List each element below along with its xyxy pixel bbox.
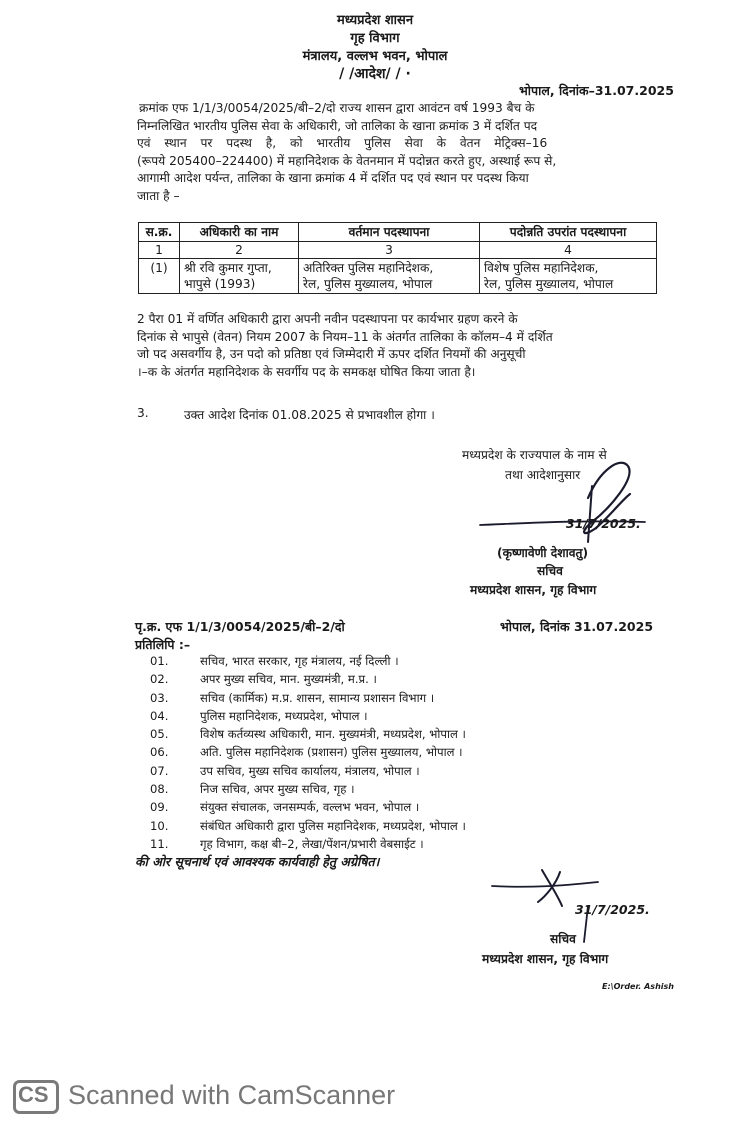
signature-2-date: 31/7/2025.: [575, 902, 650, 917]
intro-line: क्रमांक एफ 1/1/3/0054/2025/बी–2/दो राज्य शासन द्वारा आवंटन वर्ष 1993 बैच के: [139, 101, 535, 115]
intro-paragraph: [137, 100, 677, 206]
promoted-posting-line: रेल, पुलिस मुख्यालय, भोपाल: [484, 277, 614, 291]
recipient-text: अति. पुलिस महानिदेशक (प्रशासन) पुलिस मुख्यालय, भोपाल ।: [200, 745, 463, 760]
officer-service: भापुसे (1993): [184, 277, 256, 291]
list-item: [150, 727, 466, 745]
recipient-text: अपर मुख्य सचिव, मान. मुख्यमंत्री, म.प्र. ।: [200, 672, 377, 687]
para2-line: दिनांक से भापुसे (वेतन) नियम 2007 के नियम–11 के अंतर्गत तालिका के कॉलम–4 में दर्शित: [137, 329, 553, 344]
recipient-list: [150, 654, 466, 855]
current-posting: [299, 259, 480, 294]
column-number: 1: [139, 242, 180, 259]
table-header-row: [139, 223, 657, 242]
file-reference: E:\Order. Ashish: [602, 982, 674, 991]
promoted-posting: [480, 259, 657, 294]
recipient-number: 11.: [150, 836, 169, 851]
recipient-text: सचिव, भारत सरकार, गृह मंत्रालय, नई दिल्ली ।: [200, 654, 399, 668]
governor-name-line: मध्यप्रदेश के राज्यपाल के नाम से: [462, 448, 607, 462]
recipient-text: संयुक्त संचालक, जनसम्पर्क, वल्लभ भवन, भोपाल ।: [200, 800, 420, 815]
signatory-office: मध्यप्रदेश शासन, गृह विभाग: [470, 583, 597, 597]
table-header: अधिकारी का नाम: [180, 223, 299, 242]
recipient-text: संबंधित अधिकारी द्वारा पुलिस महानिदेशक, मध्यप्रदेश, भोपाल ।: [200, 818, 466, 833]
recipient-number: 07.: [150, 763, 169, 778]
camscanner-watermark: Scanned with CamScanner: [68, 1080, 396, 1110]
para2-line: जो पद असवर्गीय है, उन पदो को प्रतिष्ठा एवं जिम्मेदारी में ऊपर दर्शित नियमों की अनुसूची: [137, 347, 526, 362]
para2-line: ।–क के अंतर्गत महानिदेशक के सवर्गीय पद के समकक्ष घोषित किया जाता है।: [137, 364, 476, 379]
list-item: [150, 745, 466, 763]
column-number: 2: [180, 242, 299, 259]
recipient-number: 08.: [150, 782, 169, 797]
endorsement-ref: पृ.क्र. एफ 1/1/3/0054/2025/बी–2/दो: [135, 619, 345, 634]
recipient-text: उप सचिव, मुख्य सचिव कार्यालय, मंत्रालय, भोपाल ।: [200, 763, 420, 778]
officer-name-line: श्री रवि कुमार गुप्ता,: [184, 261, 272, 275]
para2-line: 2 पैरा 01 में वर्णित अधिकारी द्वारा अपनी नवीन पदस्थापना पर कार्यभार ग्रहण करने के: [137, 312, 518, 326]
serial-number: (1): [139, 259, 180, 294]
recipient-number: 09.: [150, 800, 169, 815]
camscanner-logo: [13, 1080, 59, 1114]
list-item: [150, 672, 466, 690]
recipient-number: 05.: [150, 727, 169, 742]
column-number: 4: [480, 242, 657, 259]
list-item: [150, 709, 466, 727]
recipient-number: 10.: [150, 818, 169, 833]
endorsement-date: भोपाल, दिनांक 31.07.2025: [500, 619, 654, 634]
recipient-text: पुलिस महानिदेशक, मध्यप्रदेश, भोपाल ।: [200, 708, 368, 723]
list-item: [150, 764, 466, 782]
signature-1-date: 31/7/2025.: [566, 516, 641, 531]
forwarding-note: की ओर सूचनार्थ एवं आवश्यक कार्यवाही हेतु अग्रेषित।: [135, 854, 380, 869]
recipient-text: विशेष कर्तव्यस्थ अधिकारी, मान. मुख्यमंत्री, मध्यप्रदेश, भोपाल ।: [200, 727, 466, 742]
recipient-number: 04.: [150, 708, 169, 723]
copy-to-label: प्रतिलिपि :–: [135, 637, 191, 652]
recipient-text: गृह विभाग, कक्ष बी–2, लेखा/पेंशन/प्रभारी वेबसाईट ।: [200, 836, 424, 851]
list-item: [150, 819, 466, 837]
government-name: मध्यप्रदेश शासन: [336, 13, 414, 28]
table-header: वर्तमान पदस्थापना: [299, 223, 480, 242]
order-date: भोपाल, दिनांक–31.07.2025: [519, 83, 674, 98]
list-item: [150, 654, 466, 672]
promotion-table: [138, 222, 657, 294]
paragraph-2: [137, 311, 677, 381]
recipient-number: 01.: [150, 654, 169, 668]
signatory-designation: सचिव: [537, 564, 563, 578]
recipient-text: निज सचिव, अपर मुख्य सचिव, गृह ।: [200, 782, 355, 797]
paragraph-3-text: उक्त आदेश दिनांक 01.08.2025 से प्रभावशील होगा ।: [184, 408, 435, 422]
signatory-name: (कृष्णावेणी देशावतु): [497, 546, 589, 560]
department-name: गृह विभाग: [350, 31, 400, 46]
list-item: [150, 800, 466, 818]
paragraph-3-number: 3.: [137, 406, 149, 420]
intro-line: एवं स्थान पर पदस्थ है, को भारतीय पुलिस सेवा के वेतन मेट्रिक्स–16: [137, 136, 548, 151]
intro-line: (रूपये 205400–224400) में महानिदेशक के वेतनमान में पदोन्नत करते हुए, अस्थाई रूप से,: [137, 153, 557, 168]
order-title: / /आदेश/ / ·: [339, 66, 411, 82]
table-row: [139, 259, 657, 294]
officer-name: [180, 259, 299, 294]
signatory-2-designation: सचिव: [550, 932, 576, 946]
current-posting-line: अतिरिक्त पुलिस महानिदेशक,: [303, 261, 434, 275]
list-item: [150, 782, 466, 800]
intro-line: आगामी आदेश पर्यन्त, तालिका के खाना क्रमांक 4 में दर्शित पद एवं स्थान पर पदस्थ किया: [137, 171, 529, 186]
current-posting-line: रेल, पुलिस मुख्यालय, भोपाल: [303, 277, 433, 291]
recipient-number: 02.: [150, 672, 169, 687]
intro-line: निम्नलिखित भारतीय पुलिस सेवा के अधिकारी, जो तालिका के खाना क्रमांक 3 में दर्शित पद: [137, 118, 538, 133]
recipient-number: 06.: [150, 745, 169, 760]
camscanner-logo-text: CS: [18, 1082, 49, 1107]
signatory-2-office: मध्यप्रदेश शासन, गृह विभाग: [482, 952, 609, 966]
by-order-line: तथा आदेशानुसार: [505, 468, 581, 482]
table-column-number-row: [139, 242, 657, 259]
table-header: पदोन्नति उपरांत पदस्थापना: [480, 223, 657, 242]
list-item: [150, 691, 466, 709]
recipient-number: 03.: [150, 690, 169, 705]
recipient-text: सचिव (कार्मिक) म.प्र. शासन, सामान्य प्रशासन विभाग ।: [200, 690, 435, 705]
department-address: मंत्रालय, वल्लभ भवन, भोपाल: [302, 49, 448, 64]
column-number: 3: [299, 242, 480, 259]
promoted-posting-line: विशेष पुलिस महानिदेशक,: [484, 261, 599, 275]
intro-line: जाता है –: [137, 188, 180, 203]
table-header: स.क्र.: [139, 223, 180, 242]
